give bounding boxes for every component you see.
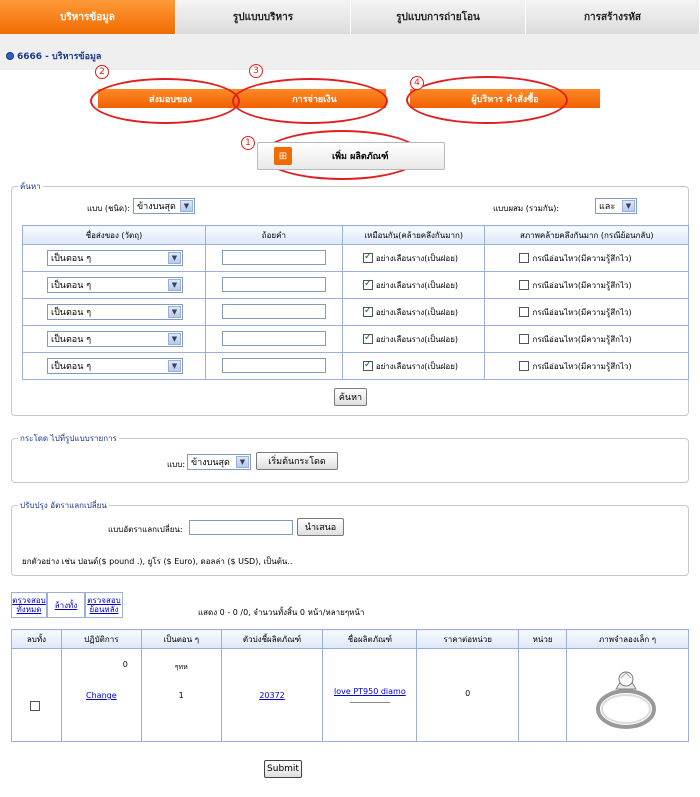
search-combine-value: และ bbox=[599, 202, 616, 212]
table-row bbox=[23, 299, 689, 326]
ring-thumbnail-image bbox=[588, 651, 668, 737]
keyword-input[interactable] bbox=[222, 304, 326, 319]
annotation-ring-3 bbox=[232, 78, 388, 124]
field-select-value: เป็นตอน ๆ bbox=[51, 362, 92, 372]
search-criteria-table bbox=[22, 225, 689, 380]
check-back-link[interactable]: ตรวจสอบ ย้อนหลัง bbox=[85, 592, 123, 618]
breadcrumb-text: 6666 - บริหารข้อมูล bbox=[17, 52, 102, 62]
chevron-down-icon: ▼ bbox=[168, 333, 181, 345]
search-type-select[interactable] bbox=[133, 198, 195, 214]
tab-data-management[interactable]: บริหารข้อมูล bbox=[0, 0, 176, 34]
jump-type-label: แบบ: bbox=[167, 460, 186, 469]
keyword-input[interactable] bbox=[222, 250, 326, 265]
col-header-action: ปฏิบัติการ bbox=[61, 630, 141, 649]
jump-fieldset bbox=[11, 432, 689, 483]
top-tabs bbox=[0, 0, 700, 34]
change-link[interactable]: Change bbox=[86, 691, 117, 700]
sensitive-checkbox[interactable] bbox=[519, 334, 529, 344]
manage-orders-button[interactable]: ผู้บริหาร คำสั่งซื้อ bbox=[410, 89, 600, 108]
search-type-value: ข้างบนสุด bbox=[137, 202, 176, 212]
chevron-down-icon: ▼ bbox=[168, 252, 181, 264]
search-legend: ค้นหา bbox=[20, 182, 41, 191]
bullet-icon bbox=[6, 52, 14, 60]
chevron-down-icon: ▼ bbox=[180, 200, 193, 212]
part-value: 1 bbox=[178, 691, 184, 700]
unit-price-value: 0 bbox=[417, 649, 519, 742]
chevron-down-icon: ▼ bbox=[168, 306, 181, 318]
search-combine-select[interactable] bbox=[595, 198, 637, 214]
sensitive-label: กรณีอ่อนไหว(มีความรู้สึกไว) bbox=[532, 334, 632, 344]
rate-label: แบบอัตราแลกเปลี่ยน: bbox=[108, 525, 183, 534]
table-row bbox=[23, 245, 689, 272]
similar-checkbox[interactable] bbox=[363, 253, 373, 263]
similar-label: อย่างเลือนราง(เป็นฝอย) bbox=[375, 361, 459, 371]
field-select-value: เป็นตอน ๆ bbox=[51, 254, 92, 264]
add-product-button[interactable] bbox=[257, 142, 445, 170]
col-header-unit: หน่วย bbox=[519, 630, 567, 649]
product-id-link[interactable]: 20372 bbox=[259, 690, 285, 700]
search-type-label: แบบ (ชนิด): bbox=[87, 204, 130, 213]
keyword-input[interactable] bbox=[222, 277, 326, 292]
field-select[interactable] bbox=[47, 277, 183, 293]
product-name-link[interactable]: love PT950 diamo bbox=[334, 687, 406, 696]
col-header-thumbnail: ภาพจำลองเล็ก ๆ bbox=[567, 630, 689, 649]
chevron-down-icon: ▼ bbox=[168, 279, 181, 291]
similar-checkbox[interactable] bbox=[363, 361, 373, 371]
table-row bbox=[23, 272, 689, 299]
rate-input[interactable] bbox=[189, 520, 293, 535]
similar-label: อย่างเลือนราง(เป็นฝอย) bbox=[375, 280, 459, 290]
similar-label: อย่างเลือนราง(เป็นฝอย) bbox=[375, 307, 459, 317]
part-label: ๆทห bbox=[174, 663, 188, 671]
delete-checkbox[interactable] bbox=[30, 701, 40, 711]
tab-management-format[interactable]: รูปแบบบริหาร bbox=[176, 0, 351, 34]
search-button[interactable]: ค้นหา bbox=[334, 388, 367, 406]
annotation-number-3: 3 bbox=[249, 64, 263, 78]
annotation-number-2: 2 bbox=[95, 65, 109, 79]
col-header-similar: เหมือนกัน(คล้ายคลึงกันมาก) bbox=[342, 226, 485, 245]
sensitive-label: กรณีอ่อนไหว(มีความรู้สึกไว) bbox=[532, 280, 632, 290]
similar-label: อย่างเลือนราง(เป็นฝอย) bbox=[375, 253, 459, 263]
rate-example-text: ยกตัวอย่าง เช่น ปอนด์($ pound .), ยูโร ($ Euro), ดอลล่า ($ USD), เป็นต้น.. bbox=[22, 557, 293, 566]
field-select[interactable] bbox=[47, 250, 183, 266]
subheader-bar bbox=[0, 34, 700, 70]
submit-button[interactable]: Submit bbox=[264, 760, 302, 778]
sensitive-checkbox[interactable] bbox=[519, 361, 529, 371]
list-summary: แสดง 0 - 0 /0, จำนวนทั้งสิ้น 0 หน้า/หลายๆหน้า bbox=[198, 608, 365, 617]
col-header-unit-price: ราคาต่อหน่วย bbox=[417, 630, 519, 649]
col-header-product-name: ชื่อผลิตภัณฑ์ bbox=[323, 630, 417, 649]
col-header-field: ชื่อส่งของ (วัตถุ) bbox=[23, 226, 206, 245]
table-row bbox=[23, 353, 689, 380]
field-select[interactable] bbox=[47, 358, 183, 374]
rate-submit-button[interactable]: นำเสนอ bbox=[297, 518, 344, 536]
sensitive-checkbox[interactable] bbox=[519, 307, 529, 317]
product-table bbox=[11, 629, 689, 742]
chevron-down-icon: ▼ bbox=[236, 456, 249, 468]
jump-type-value: ข้างบนสุด bbox=[191, 458, 230, 468]
breadcrumb bbox=[6, 49, 101, 63]
add-product-label: เพิ่ม ผลิตภัณฑ์ bbox=[332, 152, 389, 162]
tab-code-creation[interactable]: การสร้างรหัส bbox=[526, 0, 700, 34]
chevron-down-icon: ▼ bbox=[168, 360, 181, 372]
clear-all-link[interactable]: ล้างทั้ง bbox=[47, 592, 85, 618]
annotation-ring-4 bbox=[406, 76, 568, 124]
sensitive-label: กรณีอ่อนไหว(มีความรู้สึกไว) bbox=[532, 307, 632, 317]
field-select-value: เป็นตอน ๆ bbox=[51, 281, 92, 291]
table-row bbox=[23, 326, 689, 353]
rate-legend: ปรับปรุง อัตราแลกเปลี่ยน bbox=[20, 501, 107, 510]
keyword-input[interactable] bbox=[222, 331, 326, 346]
chevron-down-icon: ▼ bbox=[622, 200, 635, 212]
annotation-number-1: 1 bbox=[241, 136, 255, 150]
check-all-link[interactable]: ตรวจสอบ ทั้งหมด bbox=[11, 592, 47, 618]
keyword-input[interactable] bbox=[222, 358, 326, 373]
jump-legend: กระโดด ไปที่รูปแบบรายการ bbox=[20, 434, 117, 443]
jump-type-select[interactable] bbox=[187, 454, 251, 470]
field-select[interactable] bbox=[47, 331, 183, 347]
sensitive-label: กรณีอ่อนไหว(มีความรู้สึกไว) bbox=[532, 361, 632, 371]
similar-label: อย่างเลือนราง(เป็นฝอย) bbox=[375, 334, 459, 344]
add-product-icon: ⊞ bbox=[274, 147, 292, 165]
similar-checkbox[interactable] bbox=[363, 334, 373, 344]
quantity-value: 0 bbox=[122, 660, 128, 669]
table-row bbox=[12, 649, 689, 742]
col-header-part: เป็นตอน ๆ bbox=[141, 630, 221, 649]
sensitive-checkbox[interactable] bbox=[519, 253, 529, 263]
payment-button[interactable]: การจ่ายเงิน bbox=[243, 89, 386, 108]
col-header-keyword: ถ้อยคำ bbox=[205, 226, 342, 245]
sensitive-label: กรณีอ่อนไหว(มีความรู้สึกไว) bbox=[532, 253, 632, 263]
jump-button[interactable]: เริ่มต้นกระโดด bbox=[256, 452, 338, 470]
col-header-sensitive: สภาพคล้ายคลึงกันมาก (กรณีย้อนกลับ) bbox=[485, 226, 689, 245]
annotation-ring-2 bbox=[90, 78, 240, 124]
col-header-delete: ลบทั้ง bbox=[12, 630, 62, 649]
search-combine-label: แบบผสม (รวมกัน): bbox=[493, 204, 560, 213]
field-select-value: เป็นตอน ๆ bbox=[51, 308, 92, 318]
similar-checkbox[interactable] bbox=[363, 307, 373, 317]
field-select[interactable] bbox=[47, 304, 183, 320]
similar-checkbox[interactable] bbox=[363, 280, 373, 290]
deliver-button[interactable]: ส่งมอบของ bbox=[98, 89, 243, 108]
field-select-value: เป็นตอน ๆ bbox=[51, 335, 92, 345]
annotation-number-4: 4 bbox=[410, 76, 424, 90]
sensitive-checkbox[interactable] bbox=[519, 280, 529, 290]
tab-transfer-format[interactable]: รูปแบบการถ่ายโอน bbox=[351, 0, 526, 34]
divider bbox=[350, 702, 390, 703]
col-header-product-id: ตัวบ่งชี้ผลิตภัณฑ์ bbox=[221, 630, 323, 649]
